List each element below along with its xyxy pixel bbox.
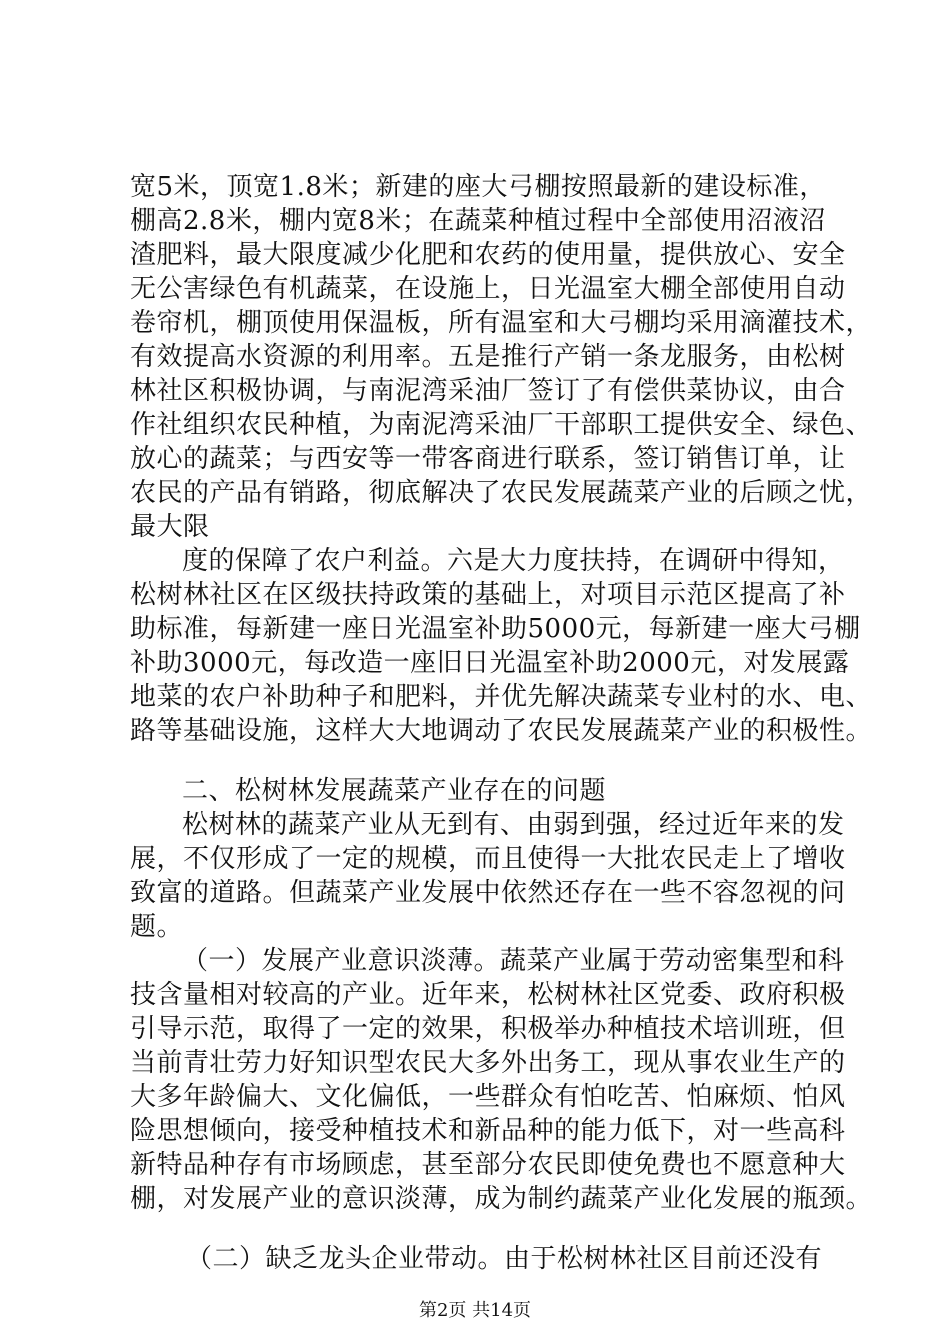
text-line: 松树林的蔬菜产业从无到有、由弱到强，经过近年来的发: [182, 810, 845, 840]
text-line: 度的保障了农户利益。六是大力度扶持，在调研中得知，: [182, 546, 845, 576]
text-line: 松树林社区在区级扶持政策的基础上，对项目示范区提高了补: [130, 580, 846, 610]
text-line: 农民的产品有销路，彻底解决了农民发展蔬菜产业的后顾之忧，: [130, 478, 873, 508]
text-line: 棚，对发展产业的意识淡薄，成为制约蔬菜产业化发展的瓶颈。: [130, 1184, 873, 1214]
text-line: 卷帘机，棚顶使用保温板，所有温室和大弓棚均采用滴灌技术，: [130, 308, 873, 338]
text-line: 当前青壮劳力好知识型农民大多外出务工，现从事农业生产的: [130, 1048, 846, 1078]
text-line: 展，不仅形成了一定的规模，而且使得一大批农民走上了增收: [130, 844, 846, 874]
text-line: 助标准，每新建一座日光温室补助5000元，每新建一座大弓棚: [130, 614, 861, 644]
text-line: 林社区积极协调，与南泥湾采油厂签订了有偿供菜协议，由合: [130, 376, 846, 406]
text-line: 题。: [130, 912, 184, 942]
subsection-heading-line: （二）缺乏龙头企业带动。由于松树林社区目前还没有: [186, 1244, 823, 1274]
text-line: 路等基础设施，这样大大地调动了农民发展蔬菜产业的积极性。: [130, 716, 873, 746]
text-line: 引导示范，取得了一定的效果，积极举办种植技术培训班，但: [130, 1014, 846, 1044]
text-line: 险思想倾向，接受种植技术和新品种的能力低下，对一些高科: [130, 1116, 846, 1146]
text-line: 最大限: [130, 512, 210, 542]
text-line: 无公害绿色有机蔬菜，在设施上，日光温室大棚全部使用自动: [130, 274, 846, 304]
text-line: 技含量相对较高的产业。近年来，松树林社区党委、政府积极: [130, 980, 846, 1010]
text-line: 宽5米，顶宽1.8米；新建的座大弓棚按照最新的建设标准，: [130, 172, 826, 202]
subsection-heading-line: （一）发展产业意识淡薄。蔬菜产业属于劳动密集型和科: [182, 946, 845, 976]
text-line: 致富的道路。但蔬菜产业发展中依然还存在一些不容忽视的问: [130, 878, 846, 908]
text-line: 有效提高水资源的利用率。五是推行产销一条龙服务，由松树: [130, 342, 846, 372]
page-number-footer: 第2页 共14页: [418, 1300, 532, 1321]
document-body: [130, 170, 873, 1276]
text-line: 放心的蔬菜；与西安等一带客商进行联系，签订销售订单，让: [130, 444, 846, 474]
paragraph-gap: [130, 1216, 850, 1242]
text-line: 作社组织农民种植，为南泥湾采油厂干部职工提供安全、绿色、: [130, 410, 873, 440]
text-line: 新特品种存有市场顾虑，甚至部分农民即使免费也不愿意种大: [130, 1150, 846, 1180]
text-line: 大多年龄偏大、文化偏低，一些群众有怕吃苦、怕麻烦、怕风: [130, 1082, 846, 1112]
text-line: 补助3000元，每改造一座旧日光温室补助2000元，对发展露: [130, 648, 850, 678]
text-line: 地菜的农户补助种子和肥料，并优先解决蔬菜专业村的水、电、: [130, 682, 873, 712]
paragraph-gap: [130, 748, 850, 774]
section-heading: 二、松树林发展蔬菜产业存在的问题: [182, 776, 607, 806]
text-line: 棚高2.8米，棚内宽8米；在蔬菜种植过程中全部使用沼液沼: [130, 206, 826, 236]
text-line: 渣肥料，最大限度减少化肥和农药的使用量，提供放心、安全: [130, 240, 846, 270]
